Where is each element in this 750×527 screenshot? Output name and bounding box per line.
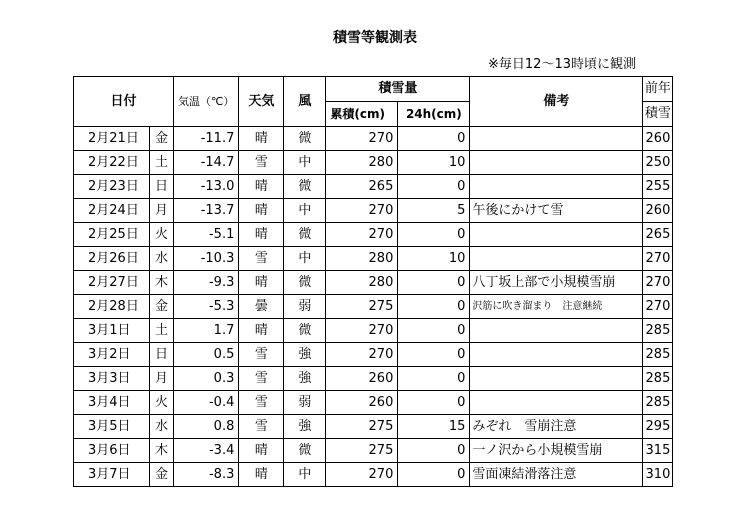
snow-24h-cell: 15 [398,415,470,439]
table-row [74,319,673,343]
date-cell: 2月24日 [74,199,150,223]
temperature-cell: -13.7 [174,199,239,223]
wind-cell: 弱 [284,295,326,319]
weather-cell: 曇 [239,295,284,319]
table-row [74,439,673,463]
weekday-cell: 金 [150,127,174,151]
wind-cell: 中 [284,151,326,175]
observation-note: ※毎日12〜13時頃に観測 [488,57,636,72]
remark-cell [470,127,643,151]
wind-cell: 中 [284,199,326,223]
snow-total-cell: 270 [326,223,398,247]
table-row [74,391,673,415]
prev-year-snow-cell: 270 [643,295,673,319]
table-row [74,271,673,295]
table-body [74,127,673,487]
wind-cell: 中 [284,463,326,487]
weekday-cell: 金 [150,463,174,487]
snow-24h-cell: 0 [398,367,470,391]
remark-cell: 雪面凍結滑落注意 [470,463,643,487]
date-cell: 2月21日 [74,127,150,151]
prev-year-snow-cell: 285 [643,319,673,343]
weather-cell: 雪 [239,367,284,391]
date-cell: 2月25日 [74,223,150,247]
weather-cell: 晴 [239,127,284,151]
remark-cell [470,151,643,175]
table-row [74,415,673,439]
weekday-cell: 木 [150,439,174,463]
table-row [74,151,673,175]
weekday-cell: 日 [150,175,174,199]
remark-cell [470,343,643,367]
wind-cell: 微 [284,223,326,247]
temperature-cell: 0.8 [174,415,239,439]
weather-cell: 晴 [239,271,284,295]
snow-24h-cell: 0 [398,175,470,199]
date-cell: 2月22日 [74,151,150,175]
table-row [74,127,673,151]
snow-total-cell: 275 [326,295,398,319]
table-row [74,223,673,247]
temperature-cell: -3.4 [174,439,239,463]
remark-cell: 沢筋に吹き溜まり 注意継続 [470,295,643,319]
table-row [74,367,673,391]
snow-24h-cell: 0 [398,295,470,319]
header-wind: 風 [284,77,326,127]
date-cell: 2月23日 [74,175,150,199]
date-cell: 3月2日 [74,343,150,367]
date-cell: 2月27日 [74,271,150,295]
weekday-cell: 水 [150,247,174,271]
date-cell: 3月7日 [74,463,150,487]
weather-cell: 雪 [239,247,284,271]
weather-cell: 晴 [239,223,284,247]
header-temperature: 気温（℃） [174,77,239,127]
remark-cell [470,367,643,391]
weather-cell: 雪 [239,151,284,175]
temperature-cell: 0.3 [174,367,239,391]
remark-cell [470,223,643,247]
prev-year-snow-cell: 285 [643,391,673,415]
prev-year-snow-cell: 260 [643,127,673,151]
weather-cell: 晴 [239,439,284,463]
header-snow-24h: 24h(cm) [398,102,470,127]
snow-observation-table [73,76,673,487]
weekday-cell: 火 [150,223,174,247]
remark-cell [470,319,643,343]
snow-total-cell: 275 [326,415,398,439]
header-snow-total: 累積(cm) [326,102,398,127]
prev-year-snow-cell: 250 [643,151,673,175]
snow-total-cell: 265 [326,175,398,199]
weekday-cell: 木 [150,271,174,295]
remark-cell: 午後にかけて雪 [470,199,643,223]
wind-cell: 中 [284,247,326,271]
weekday-cell: 月 [150,367,174,391]
weather-cell: 雪 [239,391,284,415]
weather-cell: 晴 [239,199,284,223]
snow-24h-cell: 0 [398,319,470,343]
weekday-cell: 月 [150,199,174,223]
date-cell: 3月4日 [74,391,150,415]
prev-year-snow-cell: 285 [643,343,673,367]
wind-cell: 微 [284,439,326,463]
snow-total-cell: 260 [326,367,398,391]
table-row [74,247,673,271]
temperature-cell: -11.7 [174,127,239,151]
snow-24h-cell: 0 [398,439,470,463]
snow-total-cell: 280 [326,271,398,295]
wind-cell: 微 [284,271,326,295]
snow-24h-cell: 0 [398,391,470,415]
snow-24h-cell: 0 [398,223,470,247]
temperature-cell: -5.3 [174,295,239,319]
snow-total-cell: 270 [326,343,398,367]
snow-total-cell: 260 [326,391,398,415]
wind-cell: 強 [284,415,326,439]
header-snow-amount: 積雪量 [326,77,470,102]
weekday-cell: 土 [150,319,174,343]
weather-cell: 晴 [239,319,284,343]
header-prev-year-line1: 前年 [643,77,673,102]
prev-year-snow-cell: 270 [643,271,673,295]
temperature-cell: -9.3 [174,271,239,295]
table-row [74,199,673,223]
date-cell: 3月6日 [74,439,150,463]
wind-cell: 微 [284,127,326,151]
wind-cell: 強 [284,343,326,367]
snow-24h-cell: 10 [398,151,470,175]
snow-24h-cell: 0 [398,343,470,367]
wind-cell: 強 [284,367,326,391]
remark-cell [470,247,643,271]
wind-cell: 微 [284,319,326,343]
temperature-cell: -10.3 [174,247,239,271]
snow-24h-cell: 5 [398,199,470,223]
snow-24h-cell: 10 [398,247,470,271]
header-date: 日付 [74,77,174,127]
remark-cell: 一ノ沢から小規模雪崩 [470,439,643,463]
snow-total-cell: 270 [326,319,398,343]
page-title: 積雪等観測表 [333,30,417,46]
temperature-cell: 0.5 [174,343,239,367]
prev-year-snow-cell: 315 [643,439,673,463]
weather-cell: 雪 [239,415,284,439]
header-weather: 天気 [239,77,284,127]
remark-cell [470,391,643,415]
weather-cell: 雪 [239,343,284,367]
remark-cell [470,175,643,199]
date-cell: 3月3日 [74,367,150,391]
snow-24h-cell: 0 [398,127,470,151]
weekday-cell: 土 [150,151,174,175]
weekday-cell: 水 [150,415,174,439]
weekday-cell: 日 [150,343,174,367]
weekday-cell: 金 [150,295,174,319]
snow-total-cell: 270 [326,199,398,223]
header-remarks: 備考 [470,77,643,127]
weather-cell: 晴 [239,463,284,487]
table-row [74,343,673,367]
prev-year-snow-cell: 285 [643,367,673,391]
prev-year-snow-cell: 295 [643,415,673,439]
temperature-cell: -14.7 [174,151,239,175]
prev-year-snow-cell: 310 [643,463,673,487]
temperature-cell: -13.0 [174,175,239,199]
temperature-cell: -5.1 [174,223,239,247]
table-row [74,463,673,487]
prev-year-snow-cell: 260 [643,199,673,223]
prev-year-snow-cell: 255 [643,175,673,199]
temperature-cell: 1.7 [174,319,239,343]
date-cell: 2月28日 [74,295,150,319]
temperature-cell: -0.4 [174,391,239,415]
wind-cell: 微 [284,175,326,199]
snow-total-cell: 270 [326,127,398,151]
snow-total-cell: 280 [326,247,398,271]
wind-cell: 弱 [284,391,326,415]
snow-total-cell: 270 [326,463,398,487]
snow-24h-cell: 0 [398,463,470,487]
prev-year-snow-cell: 265 [643,223,673,247]
weekday-cell: 火 [150,391,174,415]
snow-total-cell: 280 [326,151,398,175]
table-row [74,175,673,199]
snow-24h-cell: 0 [398,271,470,295]
date-cell: 3月5日 [74,415,150,439]
prev-year-snow-cell: 270 [643,247,673,271]
date-cell: 3月1日 [74,319,150,343]
header-prev-year-line2: 積雪 [643,102,673,127]
remark-cell: 八丁坂上部で小規模雪崩 [470,271,643,295]
remark-cell: みぞれ 雪崩注意 [470,415,643,439]
weather-cell: 晴 [239,175,284,199]
date-cell: 2月26日 [74,247,150,271]
temperature-cell: -8.3 [174,463,239,487]
snow-total-cell: 275 [326,439,398,463]
table-row [74,295,673,319]
